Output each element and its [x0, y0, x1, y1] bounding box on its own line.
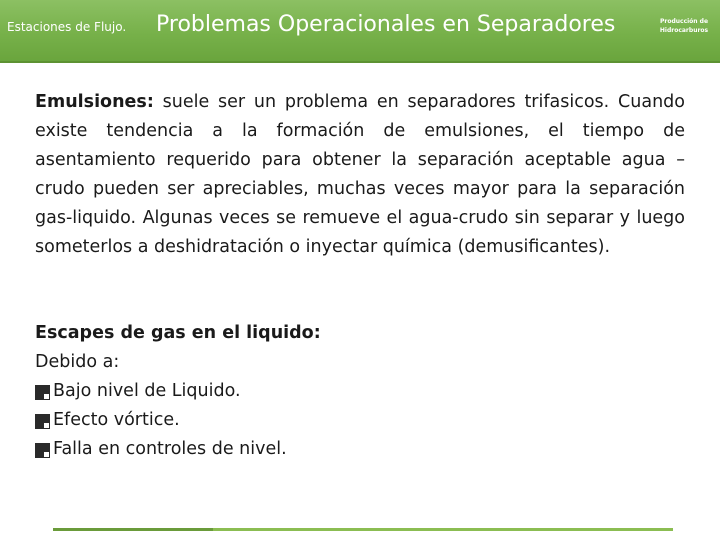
emulsiones-text: suele ser un problema en separadores trifasicos. Cuando existe tendencia a la formación de emulsiones, el tiempo de asentamiento requerido para obtener la separación aceptable agua –crudo pueden ser apreciables, muchas veces mayor para la separación gas-liquido. Algunas veces se remueve el agua-crudo sin separar y luego someterlos a deshidratación o inyectar química (demusificantes).	[35, 92, 685, 257]
slide-header	[0, 0, 720, 63]
footer-divider-accent	[53, 528, 213, 531]
escapes-section	[35, 319, 685, 464]
logo-line-1: Producción de	[659, 18, 709, 25]
list-item: Efecto vórtice.	[35, 406, 685, 435]
logo	[654, 17, 714, 35]
slide-title: Problemas Operacionales en Separadores	[156, 12, 616, 37]
list-item: Bajo nivel de Liquido.	[35, 377, 685, 406]
emulsiones-paragraph	[35, 88, 685, 262]
checkbox-bullet-icon	[35, 443, 50, 458]
checkbox-bullet-icon	[35, 385, 50, 400]
escapes-intro: Debido a:	[35, 352, 120, 372]
logo-line-2: Hidrocarburos	[659, 27, 709, 34]
list-item: Falla en controles de nivel.	[35, 435, 685, 464]
escapes-heading: Escapes de gas en el liquido:	[35, 323, 321, 343]
checkbox-bullet-icon	[35, 414, 50, 429]
header-subtitle: Estaciones de Flujo.	[7, 20, 127, 34]
emulsiones-label: Emulsiones:	[35, 92, 154, 112]
